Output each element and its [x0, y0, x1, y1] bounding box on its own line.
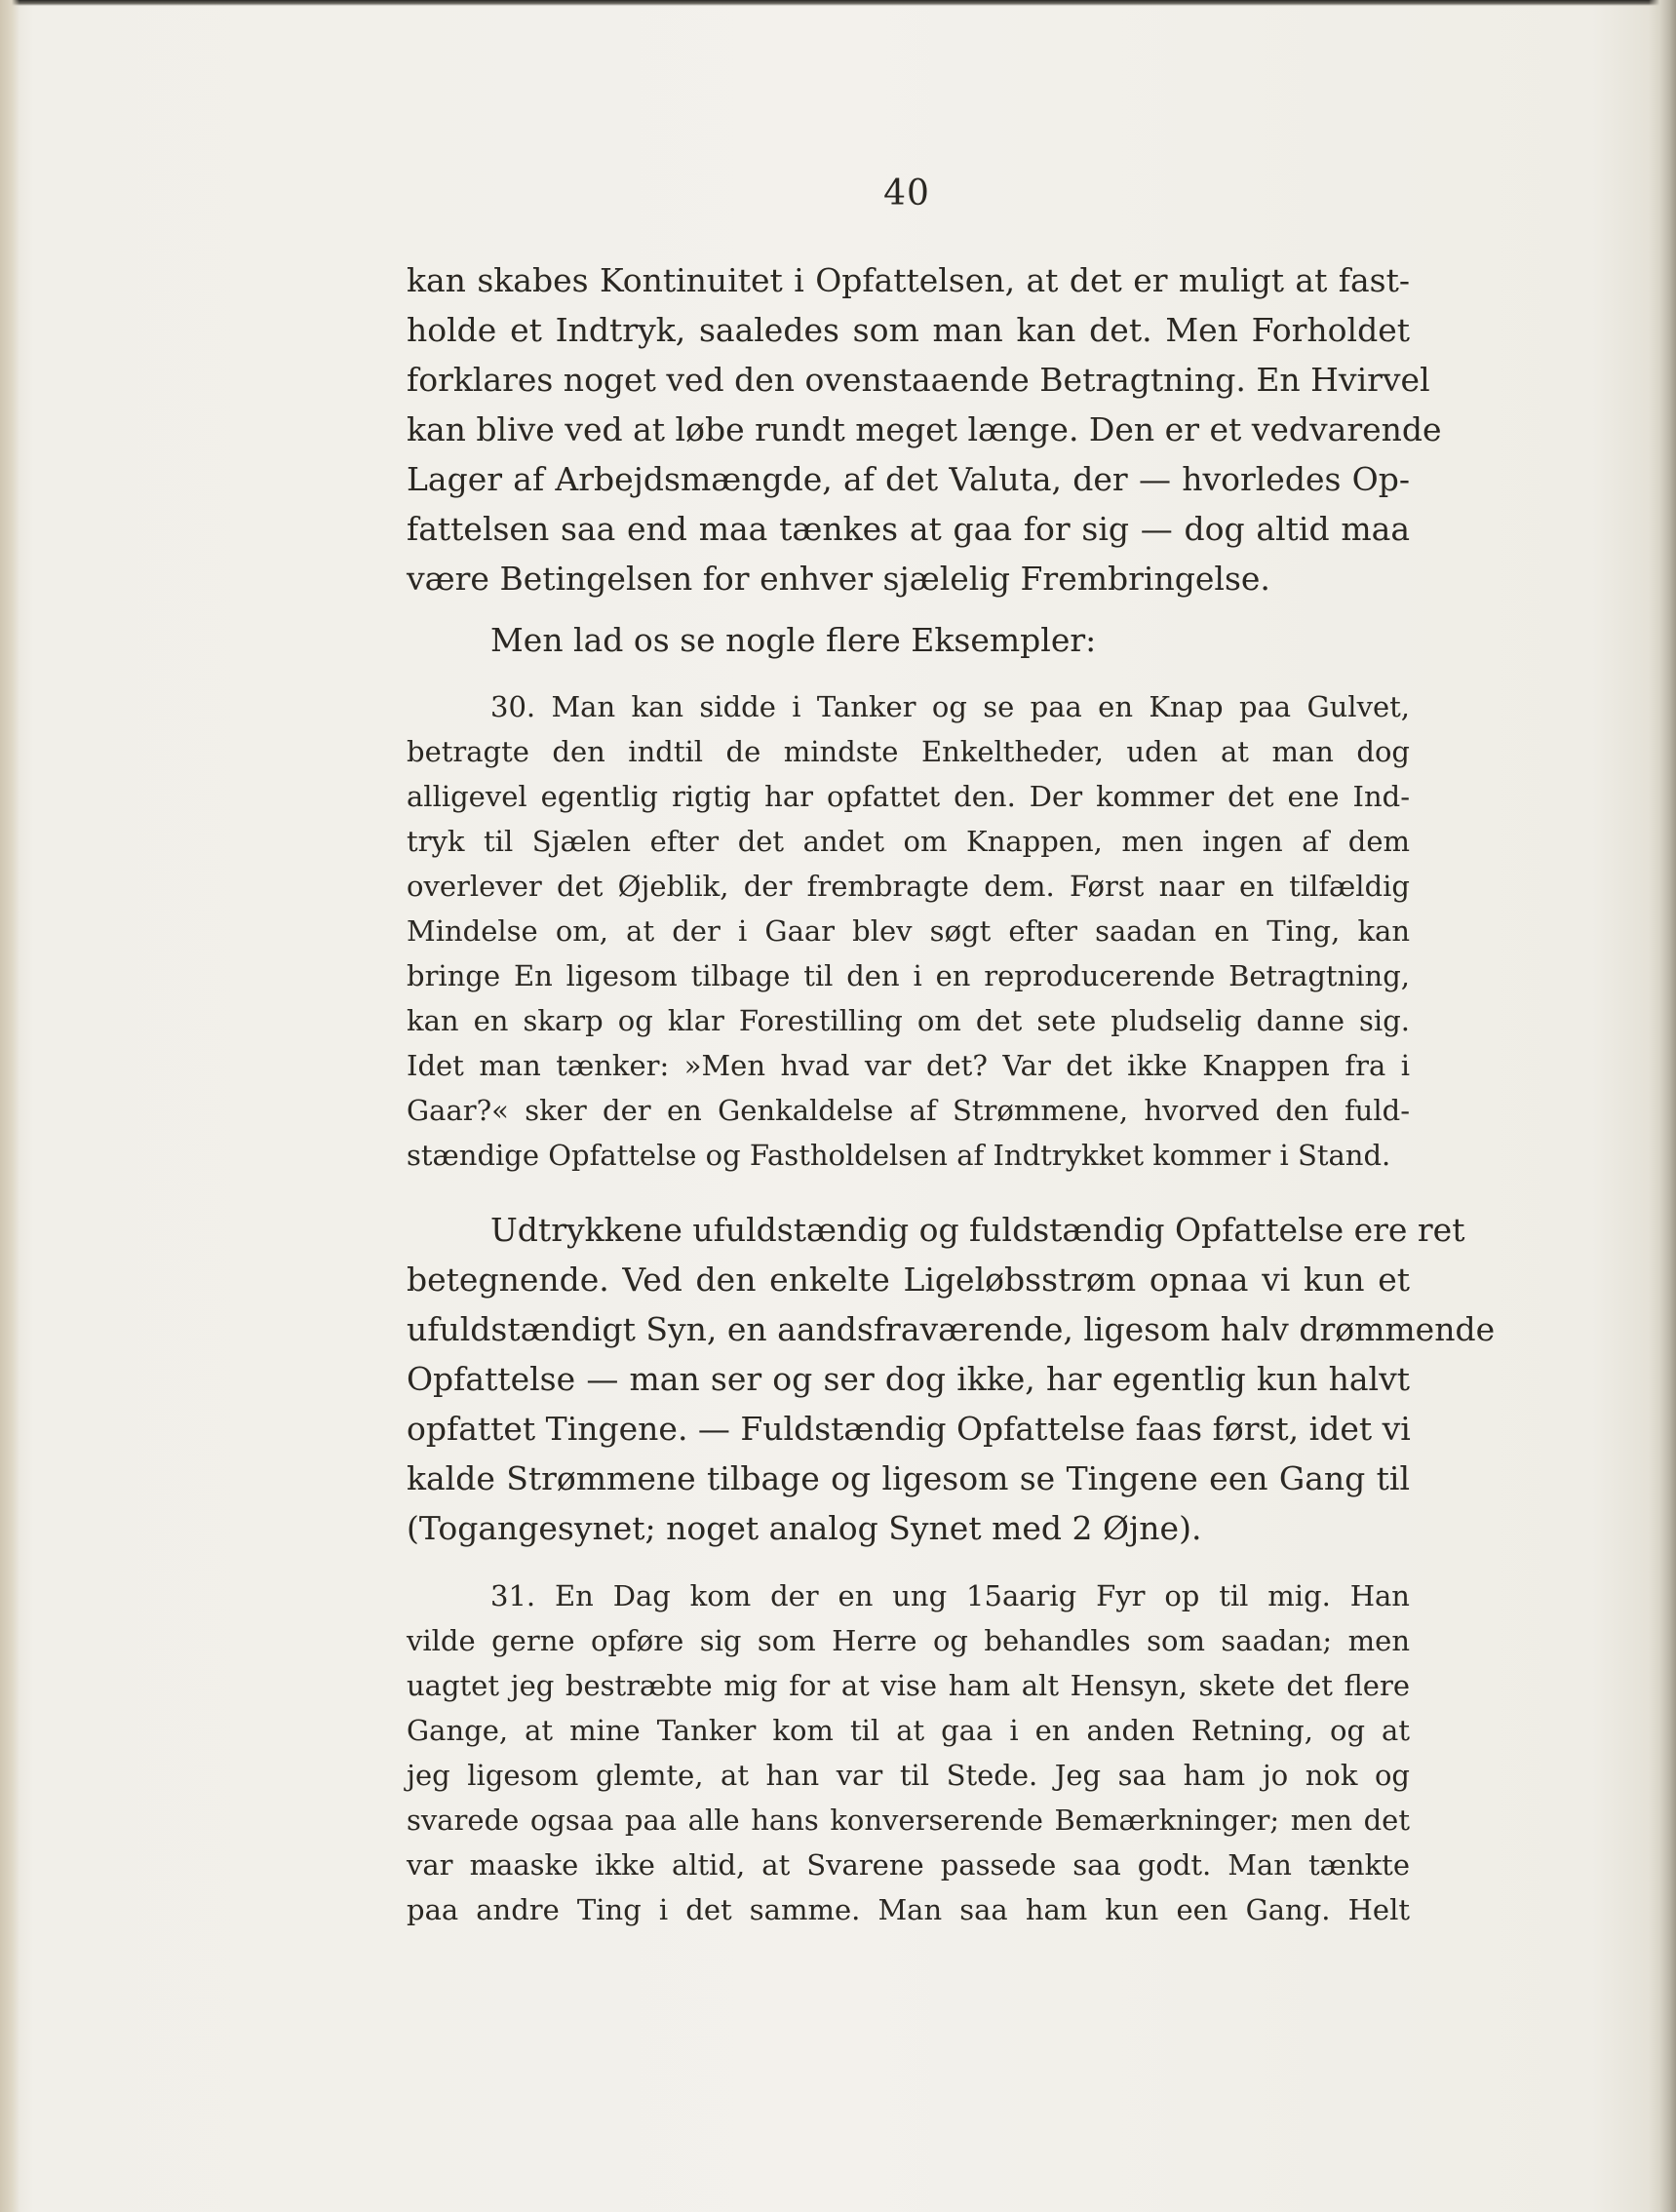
- text-line: 31. En Dag kom der en ung 15aarig Fyr op til mig. Han: [490, 1579, 1410, 1612]
- text-line: paa andre Ting i det samme. Man saa ham kun een Gang. Helt: [407, 1893, 1410, 1926]
- text-line: være Betingelsen for enhver sjælelig Frembringelse.: [407, 560, 1270, 598]
- text-line: 30. Man kan sidde i Tanker og se paa en Knap paa Gulvet,: [490, 690, 1410, 723]
- text-line: tryk til Sjælen efter det andet om Knappen, men ingen af dem: [407, 825, 1410, 858]
- page-number: 40: [883, 174, 930, 213]
- text-line: vilde gerne opføre sig som Herre og behandles som saadan; men: [407, 1624, 1410, 1657]
- text-line: betegnende. Ved den enkelte Ligeløbsstrøm opnaa vi kun et: [407, 1261, 1410, 1299]
- text-line: betragte den indtil de mindste Enkeltheder, uden at man dog: [407, 735, 1410, 768]
- text-line: kan skabes Kontinuitet i Opfattelsen, at det er muligt at fast-: [407, 261, 1410, 299]
- text-line: Opfattelse — man ser og ser dog ikke, har egentlig kun halvt: [407, 1360, 1410, 1398]
- text-line: stændige Opfattelse og Fastholdelsen af Indtrykket kommer i Stand.: [407, 1139, 1391, 1172]
- text-line: Lager af Arbejdsmængde, af det Valuta, der — hvorledes Op-: [407, 460, 1410, 498]
- paragraph-examples-intro: [407, 615, 1410, 665]
- text-line: kalde Strømmene tilbage og ligesom se Tingene een Gang til: [407, 1459, 1410, 1497]
- text-line: holde et Indtryk, saaledes som man kan det. Men Forholdet: [407, 311, 1410, 349]
- text-line: opfattet Tingene. — Fuldstændig Opfattelse faas først, idet vi: [407, 1410, 1411, 1448]
- text-line: overlever det Øjeblik, der frembragte dem. Først naar en tilfældig: [407, 870, 1410, 903]
- text-line: Men lad os se nogle flere Eksempler:: [490, 621, 1097, 659]
- text-line: ufuldstændigt Syn, en aandsfraværende, ligesom halv drømmende: [407, 1310, 1496, 1348]
- text-line: Udtrykkene ufuldstændig og fuldstændig Opfattelse ere ret: [490, 1211, 1465, 1249]
- text-line: Idet man tænker: »Men hvad var det? Var det ikke Knappen fra i: [407, 1049, 1410, 1082]
- scan-top-edge: [0, 0, 1676, 6]
- page-right-binding-edge: [1649, 0, 1676, 2212]
- text-line: (Togangesynet; noget analog Synet med 2 Øjne).: [407, 1509, 1202, 1547]
- text-line: kan en skarp og klar Forestilling om det sete pludselig danne sig.: [407, 1004, 1410, 1037]
- text-line: Gange, at mine Tanker kom til at gaa i en anden Retning, og at: [407, 1714, 1410, 1747]
- page-left-margin-edge: [0, 0, 19, 2212]
- text-line: uagtet jeg bestræbte mig for at vise ham alt Hensyn, skete det flere: [407, 1669, 1410, 1702]
- text-line: var maaske ikke altid, at Svarene passede saa godt. Man tænkte: [407, 1848, 1410, 1882]
- text-line: fattelsen saa end maa tænkes at gaa for sig — dog altid maa: [407, 510, 1410, 548]
- text-line: Gaar?« sker der en Genkaldelse af Strømmene, hvorved den fuld-: [407, 1094, 1410, 1127]
- paragraph-udtrykkene: [407, 1205, 1496, 1553]
- paragraph-continuation: [407, 255, 1442, 603]
- text-line: jeg ligesom glemte, at han var til Stede. Jeg saa ham jo nok og: [407, 1759, 1410, 1792]
- text-line: alligevel egentlig rigtig har opfattet den. Der kommer det ene Ind-: [407, 780, 1410, 813]
- text-line: bringe En ligesom tilbage til den i en reproducerende Betragtning,: [407, 959, 1410, 992]
- text-line: Mindelse om, at der i Gaar blev søgt efter saadan en Ting, kan: [407, 914, 1410, 948]
- paragraph-example-30: [407, 684, 1410, 1178]
- text-line: kan blive ved at løbe rundt meget længe. Den er et vedvarende: [407, 410, 1442, 448]
- paragraph-example-31: [407, 1573, 1410, 1932]
- text-line: forklares noget ved den ovenstaaende Betragtning. En Hvirvel: [407, 361, 1430, 399]
- text-line: svarede ogsaa paa alle hans konverserende Bemærkninger; men det: [407, 1804, 1410, 1837]
